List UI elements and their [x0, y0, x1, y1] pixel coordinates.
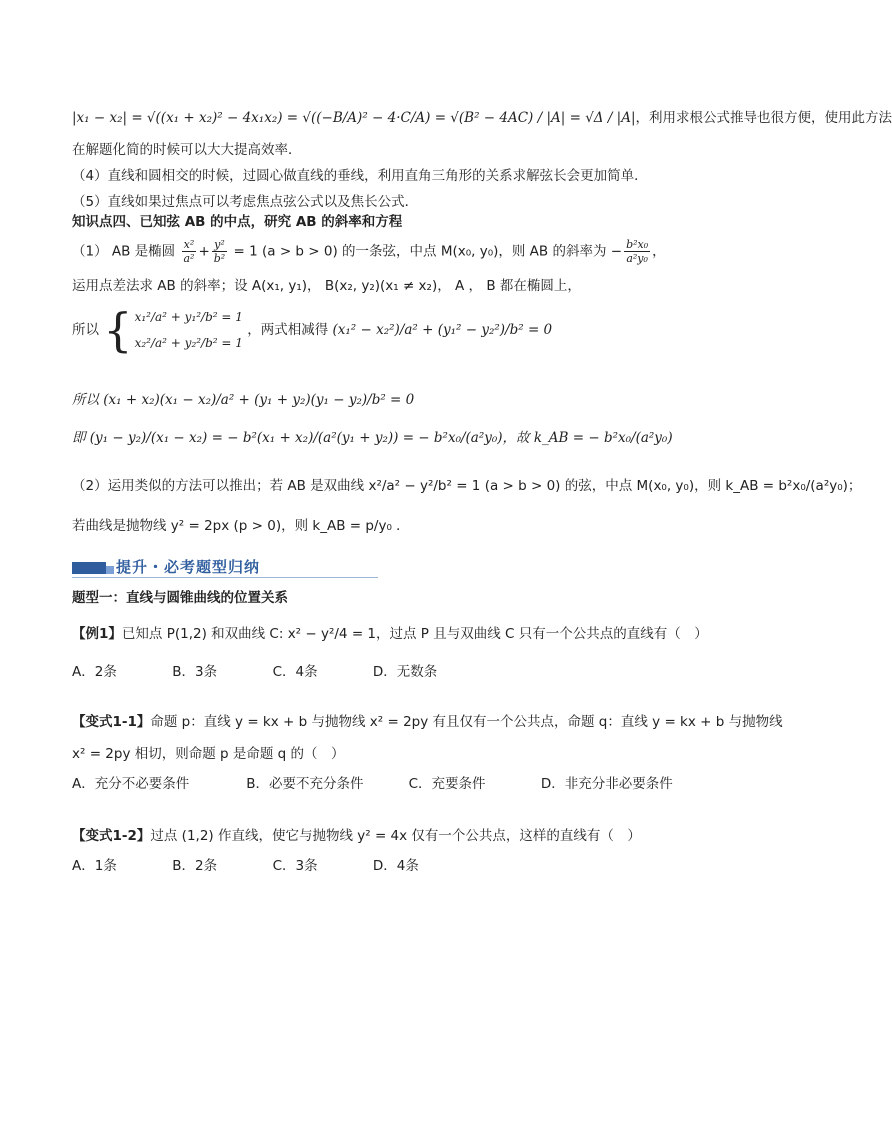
option-a: A．充分不必要条件 — [72, 776, 190, 792]
slope-fraction: $\frac{\text{b²x₀}}{\text{a²y₀}}$ — [626, 238, 649, 265]
paragraph-factored: 所以 (x₁ + x₂)(x₁ − x₂)/a² + (y₁ + y₂)(y₁ − y₂)/b² = 0 — [72, 392, 415, 408]
paragraph-slope-result: 即 (y₁ − y₂)/(x₁ − x₂) = − b²(x₁ + x₂)/(a²(y₁ + y₂)) = − b²x₀/(a²y₀)，故 k_AB = − b²x₀/(a²y₀) — [72, 430, 673, 446]
section-banner — [72, 556, 378, 576]
option-b: B．3条 — [172, 664, 218, 680]
difference-equation: (x₁² − x₂²)/a² + (y₁² − y₂²)/b² = 0 — [332, 322, 553, 338]
paragraph-hyperbola: （2）运用类似的方法可以推出；若 AB 是双曲线 x²/a² − y²/b² = 1 (a > b > 0) 的弦，中点 M(x₀, y₀)，则 k_AB = b²x₀/(a²y₀)； — [72, 478, 862, 494]
ellipse-fraction-y: $\frac{\text{y²}}{\text{b²}}$ — [213, 238, 226, 265]
left-brace-icon: { — [103, 303, 133, 357]
option-c: C．3条 — [272, 858, 318, 874]
option-c: C．充要条件 — [408, 776, 486, 792]
option-d: D．无数条 — [372, 664, 438, 680]
example-tag: 【例1】 — [72, 626, 122, 642]
system-row-1: x₁²/a² + y₁²/b² = 1 — [134, 310, 243, 324]
option-b: B．必要不充分条件 — [246, 776, 364, 792]
variant-1-1-line-2: x² = 2py 相切，则命题 p 是命题 q 的（ ） — [72, 746, 345, 762]
chord-length-formula: |x₁ − x₂| = √((x₁ + x₂)² − 4x₁x₂) = √((−B/A)² − 4·C/A) = √(B² − 4AC) / |A| = √Δ / |A| — [72, 110, 636, 126]
option-a: A．1条 — [72, 858, 117, 874]
variant-1-1-options — [72, 774, 673, 794]
paragraph-ellipse-slope: （1） AB 是椭圆 $\frac{\text{x²}}{\text{a²}}$ + $\frac{\text{y²}}{\text{b²}}$ = 1 (a > b > 0) 的一条弦，中点 M(x₀, y₀)，则 AB 的斜率为 − $\frac{\text{b²x₀}}{\text{a²y₀}}$ ， — [72, 238, 666, 265]
option-a: A．2条 — [72, 664, 117, 680]
banner-bar-icon — [72, 562, 106, 574]
option-d: D．非充分非必要条件 — [540, 776, 673, 792]
section-heading-knowledge-4: 知识点四、已知弦 AB 的中点，研究 AB 的斜率和方程 — [72, 214, 403, 230]
paragraph-parabola: 若曲线是抛物线 y² = 2px (p > 0)，则 k_AB = p/y₀ ． — [72, 518, 410, 534]
banner-title: 提升・必考题型归纳 — [116, 558, 261, 576]
variant-1-2 — [72, 826, 734, 846]
option-d: D．4条 — [372, 858, 419, 874]
ellipse-text-b: = 1 (a > b > 0) 的一条弦，中点 M(x₀, y₀)，则 AB 的斜率为 − — [233, 243, 623, 260]
equation-system — [103, 303, 243, 357]
equation-system-block: 所以 { x₁²/a² + y₁²/b² = 1 x₂²/a² + y₂²/b² = 1 ，两式相减得 (x₁² − x₂²)/a² + (y₁² − y₂²)/b² = 0 — [72, 303, 553, 357]
variant-tag: 【变式1-1】 — [72, 714, 151, 730]
text-line-circle-chord: （4）直线和圆相交的时候，过圆心做直线的垂线，利用直角三角形的关系求解弦长会更加简单． — [72, 168, 648, 184]
variant-1-2-options — [72, 856, 419, 876]
system-row-2: x₂²/a² + y₂²/b² = 1 — [134, 336, 243, 350]
variant-question: 过点 (1,2) 作直线，使它与抛物线 y² = 4x 仅有一个公共点，这样的直线有（ ） — [150, 828, 641, 844]
formula-tail-text: ，利用求根公式推导也很方便，使用此方法 — [635, 110, 892, 126]
ellipse-fraction-x: $\frac{\text{x²}}{\text{a²}}$ — [183, 238, 195, 265]
variant-question-line-1: 命题 p：直线 y = kx + b 与抛物线 x² = 2py 有且仅有一个公共点，命题 q：直线 y = kx + b 与抛物线 — [150, 714, 783, 730]
formula-line — [72, 108, 892, 128]
text-line-focal-chord: （5）直线如果过焦点可以考虑焦点弦公式以及焦长公式． — [72, 194, 419, 210]
banner-rule — [72, 577, 378, 578]
example-1 — [72, 624, 734, 644]
variant-tag: 【变式1-2】 — [72, 828, 151, 844]
option-b: B．2条 — [172, 858, 218, 874]
topic-heading-1: 题型一：直线与圆锥曲线的位置关系 — [72, 590, 288, 606]
banner-accent-icon — [106, 566, 114, 574]
ellipse-text-a: （1） AB 是椭圆 — [72, 243, 176, 260]
example-question: 已知点 P(1,2) 和双曲线 C: x² − y²/4 = 1，过点 P 且与双曲线 C 只有一个公共点的直线有（ ） — [121, 626, 708, 642]
paragraph-point-difference: 运用点差法求 AB 的斜率；设 A(x₁, y₁)， B(x₂, y₂)(x₁ ≠ x₂)， A ， B 都在椭圆上， — [72, 278, 581, 294]
variant-1-1 — [72, 712, 783, 732]
option-c: C．4条 — [272, 664, 318, 680]
example-1-options — [72, 662, 437, 682]
text-line-efficiency: 在解题化简的时候可以大大提高效率． — [72, 142, 302, 158]
